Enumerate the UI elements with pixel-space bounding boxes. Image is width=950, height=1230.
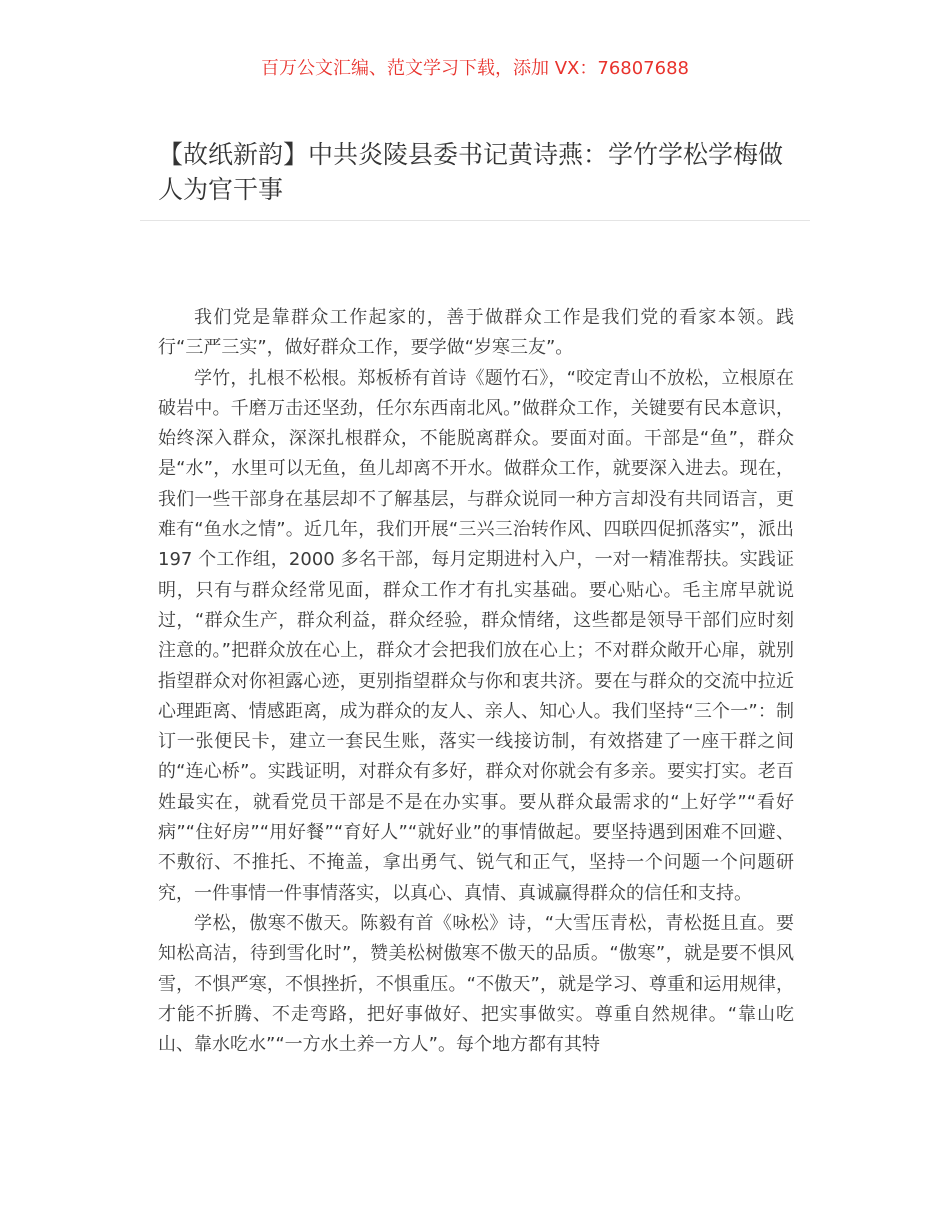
- paragraph-intro: 我们党是靠群众工作起家的，善于做群众工作是我们党的看家本领。践行“三严三实”，做好群众工作，要学做“岁寒三友”。: [158, 307, 794, 359]
- article-title: 【故纸新韵】中共炎陵县委书记黄诗燕：学竹学松学梅做人为官干事: [158, 140, 784, 204]
- paragraph-pine: 学松，傲寒不傲天。陈毅有首《咏松》诗，“大雪压青松，青松挺且直。要知松高洁，待到雪化时”，赞美松树傲寒不傲天的品质。“傲寒”，就是要不惧风雪，不惧严寒，不惧挫折，不惧重压。“不傲天”，就是学习、尊重和运用规律，才能不折腾、不走弯路，把好事做好、把实事做实。尊重自然规律。“靠山吃山、靠水吃水”“一方水土养一方人”。每个地方都有其特: [158, 912, 794, 1056]
- title-divider: [140, 220, 810, 221]
- download-banner: 百万公文汇编、范文学习下载，添加 VX：76807688: [261, 58, 689, 79]
- paragraph-bamboo: 学竹，扎根不松根。郑板桥有首诗《题竹石》，“咬定青山不放松，立根原在破岩中。千磨万击还坚劲，任尔东西南北风。”做群众工作，关键要有民本意识，始终深入群众，深深扎根群众，不能脱离群众。要面对面。干部是“鱼”，群众是“水”，水里可以无鱼，鱼儿却离不开水。做群众工作，就要深入进去。现在，我们一些干部身在基层却不了解基层，与群众说同一种方言却没有共同语言，更难有“鱼水之情”。近几年，我们开展“三兴三治转作风、四联四促抓落实”，派出 197 个工作组，2000 多名干部，每月定期进村入户，一对一精准帮扶。实践证明，只有与群众经常见面，群众工作才有扎实基础。要心贴心。毛主席早就说过，“群众生产，群众利益，群众经验，群众情绪，这些都是领导干部们应时刻注意的。”把群众放在心上，群众才会把我们放在心上；不对群众敞开心扉，就别指望群众对你袒露心迹，更别指望群众与你和衷共济。要在与群众的交流中拉近心理距离、情感距离，成为群众的友人、亲人、知心人。我们坚持“三个一”：制订一张便民卡，建立一套民生账，落实一线接访制，有效搭建了一座干群之间的“连心桥”。实践证明，对群众有多好，群众对你就会有多亲。要实打实。老百姓最实在，就看党员干部是不是在办实事。要从群众最需求的“上好学”“看好病”“住好房”“用好餐”“育好人”“就好业”的事情做起。要坚持遇到困难不回避、不敷衍、不推托、不掩盖，拿出勇气、锐气和正气，坚持一个问题一个问题研究，一件事情一件事情落实，以真心、真情、真诚赢得群众的信任和支持。: [158, 367, 794, 904]
- article-body: [158, 303, 794, 1060]
